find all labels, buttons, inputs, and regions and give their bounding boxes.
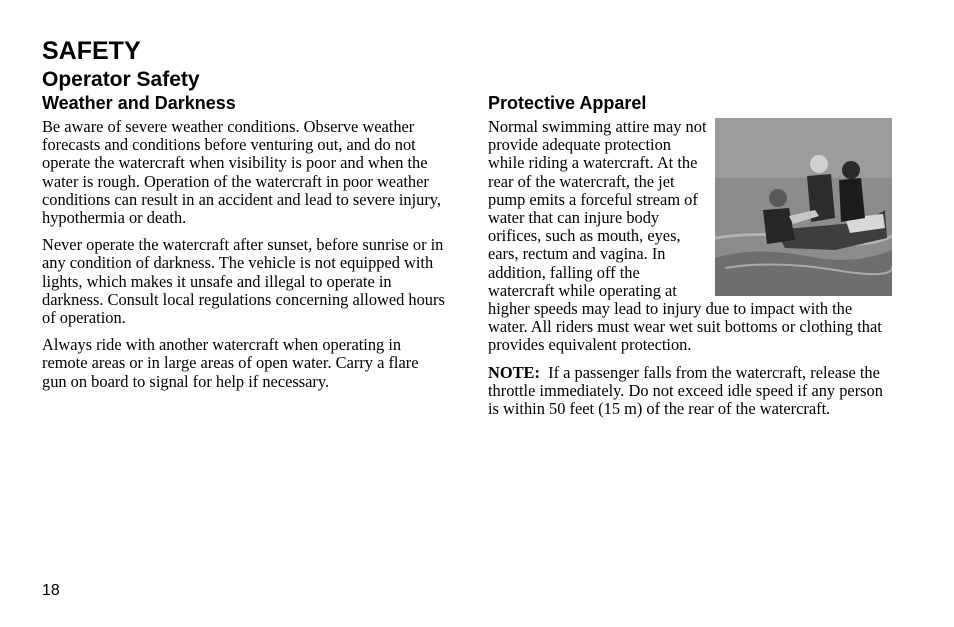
subsection-title: Operator Safety <box>42 68 200 91</box>
right-column <box>488 93 892 427</box>
right-column-body <box>488 118 892 418</box>
weather-paragraph-1: Be aware of severe weather conditions. Observe weather forecasts and conditions before venturing out, and do not operate the watercraft when visibility is poor and when the water is rough. Operation of the watercraft in poor weather conditions can result in an accident and lead to severe injury, hypothermia or death. <box>42 117 442 228</box>
note-paragraph <box>488 364 892 419</box>
protective-apparel-heading: Protective Apparel <box>488 93 647 113</box>
weather-paragraph-2: Never operate the watercraft after sunset, before sunrise or in any condition of darkness. The vehicle is not equipped with lights, which makes it unsafe and illegal to operate in darkness. Consult local regulations concerning allowed hours of operation. <box>42 235 445 328</box>
note-text: If a passenger falls from the watercraft, release the throttle immediately. Do not exceed idle speed if any person is within 50 feet (15 m) of the rear of the watercraft. <box>488 362 888 419</box>
weather-paragraph-3: Always ride with another watercraft when operating in remote areas or in large areas of open water. Carry a flare gun on board to signal for help if necessary. <box>42 335 419 391</box>
protective-apparel-paragraph: Normal swimming attire may not provide adequate protection while riding a watercraft. At the rear of the watercraft, the jet pump emits a forceful stream of water that can injure body orifices, such as mouth, eyes, ears, rectum and vagina. In addition, falling off the watercraft while operating at higher speeds may lead to injury due to impact with the water. All riders must wear wet suit bottoms or clothing that provides equivalent protection. <box>488 117 882 355</box>
watercraft-riders-photo <box>715 118 892 296</box>
left-column <box>42 93 447 400</box>
left-column-body <box>42 118 447 391</box>
note-label: NOTE: <box>488 362 540 382</box>
page-number: 18 <box>42 582 60 599</box>
weather-darkness-heading: Weather and Darkness <box>42 93 236 113</box>
watercraft-riders-image <box>715 118 892 296</box>
section-title: SAFETY <box>42 37 141 65</box>
